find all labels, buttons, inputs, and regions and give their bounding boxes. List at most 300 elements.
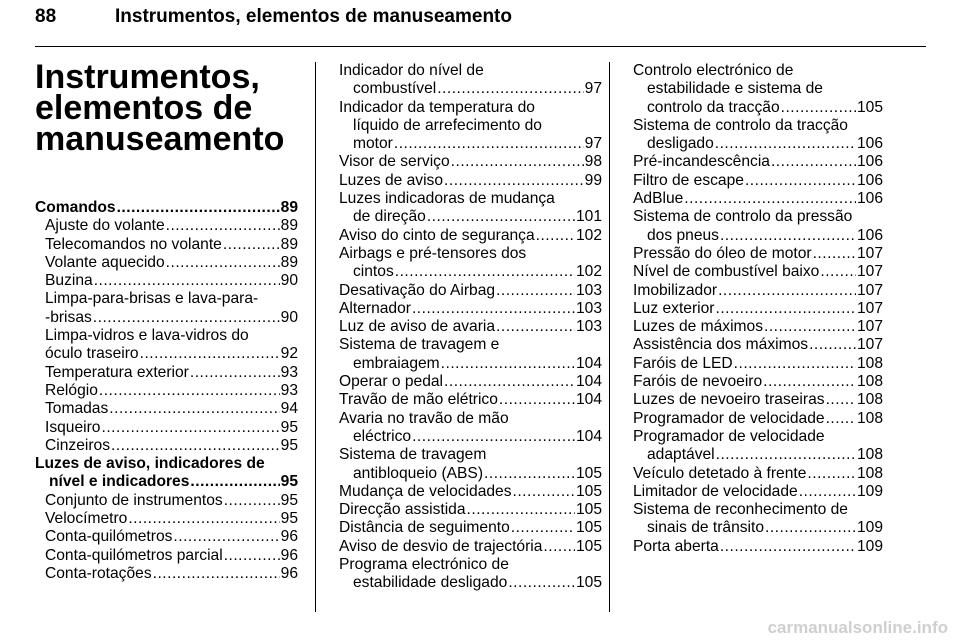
- toc-entry-line: [339, 391, 602, 409]
- toc-entry-label: estabilidade e sistema de: [647, 80, 823, 98]
- toc-entry-line: [339, 465, 602, 483]
- toc-page-number: 108: [856, 464, 883, 482]
- toc-page-number: 107: [856, 299, 883, 317]
- page-header: [35, 6, 926, 44]
- toc-entry[interactable]: [633, 318, 883, 336]
- toc-page-number: 107: [856, 263, 883, 281]
- toc-entry-line: [633, 227, 883, 245]
- toc-entry-line: [35, 437, 298, 455]
- toc-entry[interactable]: [35, 528, 298, 546]
- toc-entry-line-cont: [339, 62, 602, 80]
- toc-entry-label: Sistema de reconhecimento de: [633, 501, 848, 519]
- dot-leader: [166, 217, 280, 235]
- toc-entry-label: Distância de seguimento: [339, 519, 510, 537]
- toc-entry[interactable]: [339, 282, 602, 300]
- header-rule: [35, 46, 926, 47]
- toc-entry-label: Programador de velocidade: [633, 409, 825, 427]
- column-divider: [609, 62, 610, 612]
- toc-entry[interactable]: [35, 290, 298, 327]
- toc-entry-line: [633, 263, 883, 281]
- toc-entry[interactable]: [339, 556, 602, 593]
- toc-entry-label: Relógio: [45, 381, 98, 399]
- page-number: 88: [35, 6, 57, 27]
- dot-leader: [496, 282, 575, 300]
- chapter-title-line: manuseamento: [35, 120, 285, 158]
- dot-leader: [223, 236, 280, 254]
- toc-entry-line: [339, 483, 602, 501]
- toc-page-number: 93: [280, 381, 298, 399]
- dot-leader: [190, 364, 280, 382]
- toc-column-1: [35, 199, 298, 583]
- toc-entry[interactable]: [35, 217, 298, 235]
- dot-leader: [820, 263, 856, 281]
- toc-entry[interactable]: [339, 227, 602, 245]
- toc-entry[interactable]: [633, 172, 883, 190]
- toc-page-number: 89: [280, 253, 298, 271]
- toc-entry-label: Direcção assistida: [339, 501, 466, 519]
- toc-entry-line: [633, 172, 883, 190]
- toc-entry-label: dos pneus: [647, 226, 719, 244]
- toc-page-number: 108: [856, 409, 883, 427]
- toc-entry-line: [339, 172, 602, 190]
- toc-entry-line-cont: [339, 446, 602, 464]
- toc-entry-label: Comandos: [35, 199, 116, 216]
- toc-entry[interactable]: [339, 62, 602, 99]
- toc-entry-label: antibloqueio (ABS): [353, 464, 484, 482]
- toc-entry-line: [339, 373, 602, 391]
- toc-entry[interactable]: [633, 336, 883, 354]
- toc-entry[interactable]: [35, 400, 298, 418]
- toc-entry-line-cont: [35, 455, 298, 473]
- dot-leader: [224, 492, 280, 510]
- toc-page-number: 105: [575, 519, 602, 537]
- toc-entry-line: [633, 336, 883, 354]
- toc-entry[interactable]: [633, 117, 883, 154]
- toc-entry-line: [633, 318, 883, 336]
- dot-leader: [128, 510, 279, 528]
- toc-entry-label: Sistema de controlo da pressão: [633, 208, 853, 226]
- toc-entry-label: Sistema de travagem: [339, 446, 487, 464]
- toc-entry[interactable]: [339, 538, 602, 556]
- toc-entry[interactable]: [633, 391, 883, 409]
- dot-leader: [513, 483, 575, 501]
- toc-page-number: 102: [575, 226, 602, 244]
- toc-entry-label: Conta-quilómetros: [45, 528, 173, 546]
- toc-page-number: 108: [856, 354, 883, 372]
- toc-entry[interactable]: [633, 465, 883, 483]
- toc-entry-label: embraiagem: [353, 354, 440, 372]
- toc-entry[interactable]: [339, 153, 602, 171]
- toc-entry-line-cont: [633, 117, 883, 135]
- toc-entry-line-cont: [35, 327, 298, 345]
- toc-entry-label: Luzes de máximos: [633, 318, 764, 336]
- toc-entry-line-cont: [339, 556, 602, 574]
- toc-entry[interactable]: [633, 62, 883, 117]
- toc-entry-line-cont: [633, 80, 883, 98]
- toc-entry-line: [35, 473, 298, 491]
- toc-entry-line: [35, 528, 298, 546]
- toc-entry-label: Isqueiro: [45, 418, 101, 436]
- dot-leader: [813, 245, 856, 263]
- toc-entry-label: Faróis de LED: [633, 354, 733, 372]
- toc-entry[interactable]: [339, 519, 602, 537]
- dot-leader: [716, 446, 856, 464]
- dot-leader: [444, 172, 584, 190]
- toc-entry[interactable]: [633, 153, 883, 171]
- toc-entry-label: Veículo detetado à frente: [633, 464, 807, 482]
- toc-page-number: 94: [280, 400, 298, 418]
- chapter-title-line: Instrumentos,: [35, 58, 260, 96]
- toc-column-2: [339, 62, 602, 593]
- toc-entry-line: [35, 547, 298, 565]
- toc-entry-label: adaptável: [647, 446, 715, 464]
- toc-entry-label: Programa electrónico de: [339, 556, 509, 574]
- toc-page-number: 107: [856, 244, 883, 262]
- toc-page-number: 104: [575, 427, 602, 445]
- dot-leader: [394, 135, 584, 153]
- toc-entry[interactable]: [35, 492, 298, 510]
- toc-page-number: 105: [575, 501, 602, 519]
- toc-entry[interactable]: [339, 336, 602, 373]
- toc-entry-label: Tomadas: [45, 400, 109, 418]
- toc-entry[interactable]: [35, 327, 298, 364]
- toc-page-number: 108: [856, 373, 883, 391]
- toc-page-number: 109: [856, 482, 883, 500]
- toc-entry[interactable]: [633, 190, 883, 208]
- toc-entry-label: Pressão do óleo de motor: [633, 244, 812, 262]
- toc-page-number: 107: [856, 336, 883, 354]
- toc-entry-label: sinais de trânsito: [647, 519, 765, 537]
- column-divider: [315, 62, 316, 612]
- toc-entry-line: [339, 574, 602, 592]
- toc-entry-label: combustível: [353, 80, 437, 98]
- toc-entry-label: Luz de aviso de avaria: [339, 318, 496, 336]
- toc-entry-line: [633, 538, 883, 556]
- toc-entry-label: Indicador da temperatura do: [339, 98, 535, 116]
- toc-entry[interactable]: [633, 428, 883, 465]
- toc-entry-label: -brisas: [45, 308, 92, 326]
- toc-entry-line: [339, 300, 602, 318]
- toc-page-number: 106: [856, 153, 883, 171]
- toc-entry-label: Limpa-para-brisas e lava-para-: [45, 290, 259, 308]
- toc-entry-label: eléctrico: [353, 427, 412, 445]
- toc-entry-line: [633, 446, 883, 464]
- toc-entry-label: Programador de velocidade: [633, 427, 825, 445]
- toc-page-number: 108: [856, 446, 883, 464]
- toc-entry[interactable]: [35, 455, 298, 492]
- toc-page-number: 109: [856, 537, 883, 555]
- toc-page-number: 95: [280, 473, 298, 491]
- dot-leader: [441, 355, 575, 373]
- toc-entry[interactable]: [35, 254, 298, 272]
- dot-leader: [94, 272, 280, 290]
- toc-entry[interactable]: [633, 373, 883, 391]
- toc-page-number: 98: [584, 153, 602, 171]
- toc-page-number: 102: [575, 263, 602, 281]
- toc-entry-line: [35, 236, 298, 254]
- dot-leader: [720, 538, 856, 556]
- toc-entry[interactable]: [339, 245, 602, 282]
- toc-entry-line: [339, 282, 602, 300]
- toc-entry-label: Visor de serviço: [339, 153, 450, 171]
- toc-page-number: 108: [856, 391, 883, 409]
- toc-entry-line-cont: [633, 208, 883, 226]
- running-title: Instrumentos, elementos de manuseamento: [115, 6, 512, 27]
- dot-leader: [764, 318, 856, 336]
- dot-leader: [543, 538, 575, 556]
- toc-entry-line: [35, 400, 298, 418]
- toc-entry-label: Aviso do cinto de segurança: [339, 226, 535, 244]
- toc-entry-label: Luz exterior: [633, 299, 715, 317]
- toc-page-number: 105: [575, 574, 602, 592]
- dot-leader: [484, 465, 575, 483]
- toc-page-number: 89: [280, 217, 298, 235]
- toc-entry-line: [633, 355, 883, 373]
- dot-leader: [117, 199, 280, 217]
- toc-entry[interactable]: [35, 382, 298, 400]
- toc-entry[interactable]: [633, 300, 883, 318]
- toc-entry-line: [339, 263, 602, 281]
- toc-page-number: 96: [280, 546, 298, 564]
- toc-page-number: 89: [280, 235, 298, 253]
- dot-leader: [412, 428, 575, 446]
- dot-leader: [684, 190, 856, 208]
- toc-page-number: 104: [575, 354, 602, 372]
- toc-entry-label: cintos: [353, 263, 394, 281]
- toc-page-number: 105: [856, 98, 883, 116]
- dot-leader: [826, 410, 856, 428]
- toc-entry[interactable]: [339, 391, 602, 409]
- toc-entry[interactable]: [35, 364, 298, 382]
- toc-entry[interactable]: [339, 99, 602, 154]
- toc-entry-line-cont: [633, 62, 883, 80]
- dot-leader: [224, 547, 280, 565]
- toc-page-number: 95: [280, 436, 298, 454]
- toc-page-number: 93: [280, 363, 298, 381]
- dot-leader: [809, 336, 856, 354]
- toc-page-number: 96: [280, 564, 298, 582]
- toc-entry-label: Sistema de travagem e: [339, 336, 500, 354]
- toc-entry[interactable]: [633, 538, 883, 556]
- toc-page-number: 95: [280, 510, 298, 528]
- toc-entry-line-cont: [633, 428, 883, 446]
- toc-entry[interactable]: [339, 318, 602, 336]
- toc-entry-label: Travão de mão elétrico: [339, 391, 498, 409]
- toc-entry-label: Nível de combustível baixo: [633, 263, 820, 281]
- toc-entry[interactable]: [633, 410, 883, 428]
- toc-entry[interactable]: [339, 501, 602, 519]
- toc-entry-label: desligado: [647, 135, 714, 153]
- toc-entry-line: [633, 465, 883, 483]
- toc-entry-line: [633, 519, 883, 537]
- toc-page-number: 109: [856, 519, 883, 537]
- toc-entry-line: [633, 190, 883, 208]
- toc-page-number: 89: [280, 199, 298, 216]
- dot-leader: [715, 300, 855, 318]
- toc-entry[interactable]: [633, 355, 883, 373]
- toc-entry-line-cont: [339, 190, 602, 208]
- toc-entry-label: Faróis de nevoeiro: [633, 373, 763, 391]
- toc-entry[interactable]: [35, 199, 298, 217]
- dot-leader: [412, 300, 575, 318]
- dot-leader: [715, 135, 856, 153]
- toc-entry-label: estabilidade desligado: [353, 574, 508, 592]
- toc-page-number: 106: [856, 190, 883, 208]
- toc-entry-line: [339, 318, 602, 336]
- toc-entry-line: [339, 153, 602, 171]
- toc-entry-label: Conta-quilómetros parcial: [45, 546, 223, 564]
- toc-entry-line: [35, 309, 298, 327]
- toc-page-number: 90: [280, 272, 298, 290]
- toc-entry[interactable]: [339, 410, 602, 447]
- toc-page-number: 105: [575, 464, 602, 482]
- watermark: carmanualsonline.info: [767, 618, 948, 637]
- toc-entry-line: [35, 217, 298, 235]
- toc-entry[interactable]: [633, 483, 883, 501]
- toc-entry-label: Avaria no travão de mão: [339, 409, 509, 427]
- toc-entry-line: [35, 419, 298, 437]
- toc-entry[interactable]: [35, 419, 298, 437]
- dot-leader: [467, 501, 575, 519]
- toc-entry-line: [35, 492, 298, 510]
- toc-entry[interactable]: [339, 300, 602, 318]
- dot-leader: [496, 318, 575, 336]
- toc-page-number: 97: [584, 80, 602, 98]
- toc-entry-label: Operar o pedal: [339, 373, 444, 391]
- toc-entry-label: Sistema de controlo da tracção: [633, 116, 848, 134]
- toc-entry-label: Buzina: [45, 272, 93, 290]
- toc-entry[interactable]: [35, 565, 298, 583]
- toc-page-number: 103: [575, 299, 602, 317]
- toc-page-number: 105: [575, 482, 602, 500]
- toc-entry-label: Telecomandos no volante: [45, 235, 222, 253]
- toc-entry[interactable]: [633, 501, 883, 538]
- toc-entry-label: Imobilizador: [633, 281, 718, 299]
- toc-page-number: 103: [575, 318, 602, 336]
- toc-entry-line: [339, 428, 602, 446]
- toc-entry-label: Porta aberta: [633, 537, 719, 555]
- toc-page-number: 97: [584, 135, 602, 153]
- dot-leader: [99, 382, 280, 400]
- toc-entry-line-cont: [339, 336, 602, 354]
- toc-entry-line-cont: [339, 410, 602, 428]
- dot-leader: [508, 574, 575, 592]
- dot-leader: [109, 400, 279, 418]
- toc-entry[interactable]: [339, 446, 602, 483]
- toc-entry-label: Limpa-vidros e lava-vidros do: [45, 327, 249, 345]
- toc-entry[interactable]: [633, 263, 883, 281]
- toc-entry[interactable]: [35, 272, 298, 290]
- dot-leader: [153, 565, 280, 583]
- dot-leader: [101, 419, 279, 437]
- toc-entry[interactable]: [339, 373, 602, 391]
- toc-entry-line-cont: [35, 290, 298, 308]
- toc-entry-line-cont: [339, 99, 602, 117]
- toc-entry-line: [35, 272, 298, 290]
- dot-leader: [511, 519, 575, 537]
- toc-entry[interactable]: [339, 172, 602, 190]
- toc-entry[interactable]: [35, 510, 298, 528]
- toc-entry-line: [633, 391, 883, 409]
- dot-leader: [444, 373, 575, 391]
- toc-entry-label: de direção: [353, 208, 426, 226]
- dot-leader: [720, 227, 856, 245]
- toc-entry-label: Limitador de velocidade: [633, 482, 798, 500]
- toc-entry-label: Luzes de aviso: [339, 171, 444, 189]
- toc-entry-line: [633, 373, 883, 391]
- toc-entry-label: Desativação do Airbag: [339, 281, 496, 299]
- toc-entry-line: [339, 355, 602, 373]
- dot-leader: [763, 373, 856, 391]
- toc-entry-label: Volante aquecido: [45, 253, 165, 271]
- toc-entry[interactable]: [633, 245, 883, 263]
- dot-leader: [395, 263, 575, 281]
- toc-entry-line: [633, 99, 883, 117]
- dot-leader: [190, 473, 279, 491]
- toc-entry-label: Conjunto de instrumentos: [45, 491, 223, 509]
- toc-entry-line: [339, 208, 602, 226]
- toc-entry-line: [339, 501, 602, 519]
- toc-entry-line: [633, 410, 883, 428]
- dot-leader: [499, 391, 575, 409]
- toc-page-number: 104: [575, 373, 602, 391]
- toc-entry-label: motor: [353, 135, 393, 153]
- toc-entry-line: [35, 382, 298, 400]
- toc-page-number: 107: [856, 281, 883, 299]
- toc-entry-label: Velocímetro: [45, 510, 128, 528]
- toc-entry[interactable]: [35, 437, 298, 455]
- dot-leader: [781, 99, 856, 117]
- toc-entry[interactable]: [35, 547, 298, 565]
- toc-page-number: 92: [280, 345, 298, 363]
- toc-entry-label: Luzes indicadoras de mudança: [339, 190, 555, 208]
- dot-leader: [437, 80, 583, 98]
- toc-entry[interactable]: [633, 208, 883, 245]
- toc-page-number: 96: [280, 528, 298, 546]
- toc-entry-line: [35, 345, 298, 363]
- toc-entry-label: Pré-incandescência: [633, 153, 770, 171]
- toc-entry-label: Controlo electrónico de: [633, 62, 794, 79]
- toc-entry-label: nível e indicadores: [49, 473, 190, 491]
- toc-page-number: 90: [280, 308, 298, 326]
- toc-entry-label: óculo traseiro: [45, 345, 139, 363]
- dot-leader: [799, 483, 856, 501]
- toc-entry-line: [35, 565, 298, 583]
- toc-entry-label: Airbags e pré-tensores dos: [339, 244, 527, 262]
- dot-leader: [451, 153, 584, 171]
- toc-page-number: 106: [856, 171, 883, 189]
- toc-entry-line-cont: [633, 501, 883, 519]
- dot-leader: [93, 309, 280, 327]
- toc-page-number: 101: [575, 208, 602, 226]
- toc-entry-line: [633, 245, 883, 263]
- toc-entry-label: Alternador: [339, 299, 411, 317]
- dot-leader: [166, 254, 280, 272]
- toc-entry[interactable]: [633, 282, 883, 300]
- toc-entry[interactable]: [339, 483, 602, 501]
- toc-entry-label: Indicador do nível de: [339, 62, 484, 79]
- dot-leader: [765, 519, 856, 537]
- toc-entry-line: [633, 483, 883, 501]
- toc-entry-line: [35, 364, 298, 382]
- toc-page-number: 99: [584, 171, 602, 189]
- toc-page-number: 106: [856, 226, 883, 244]
- dot-leader: [718, 282, 856, 300]
- toc-page-number: 107: [856, 318, 883, 336]
- toc-page-number: 105: [575, 537, 602, 555]
- toc-entry[interactable]: [339, 190, 602, 227]
- toc-entry[interactable]: [35, 236, 298, 254]
